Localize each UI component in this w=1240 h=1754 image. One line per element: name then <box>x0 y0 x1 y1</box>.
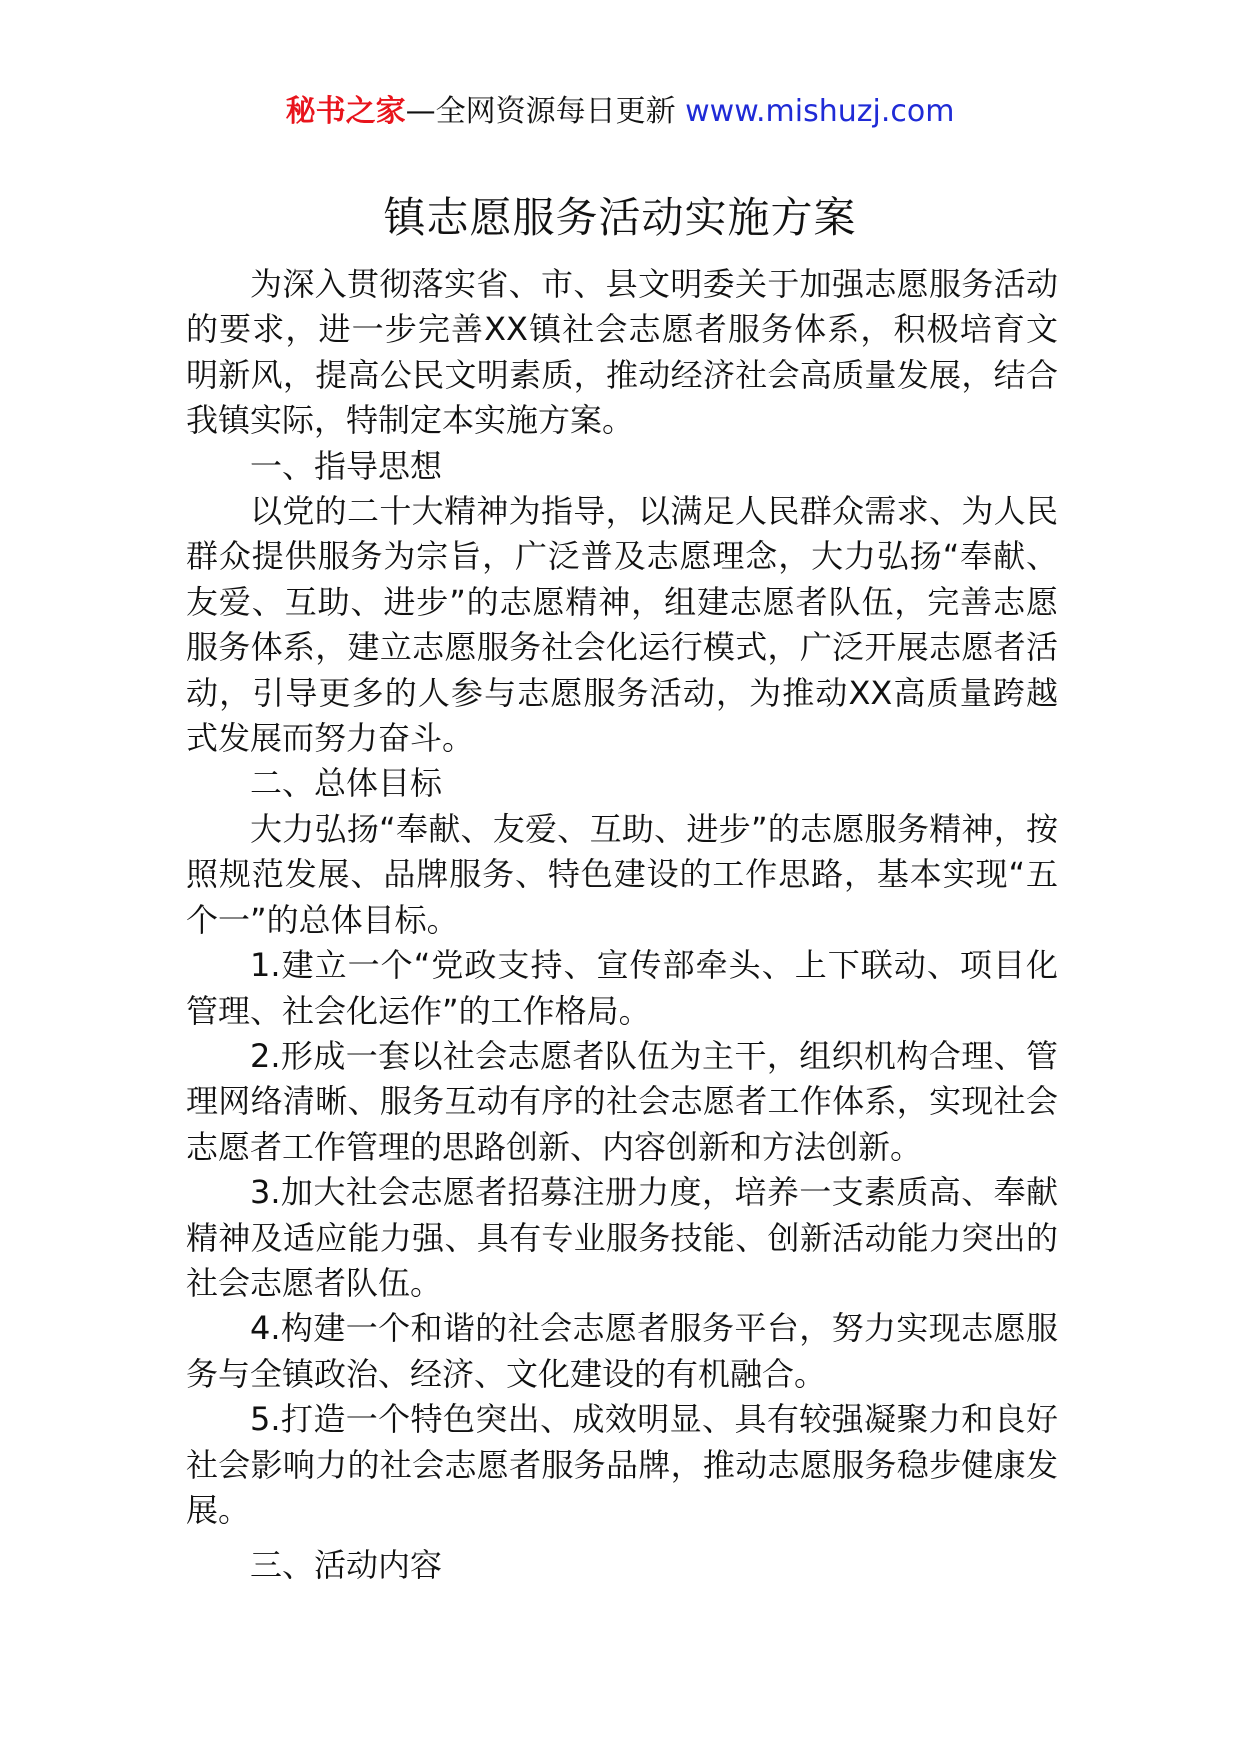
goal-item: 1.建立一个“党政支持、宣传部牵头、上下联动、项目化管理、社会化运作”的工作格局。 <box>186 946 1058 1030</box>
section-heading-overall-goals: 二、总体目标 <box>250 764 443 803</box>
document-body <box>186 262 1058 1589</box>
goal-item: 5.打造一个特色突出、成效明显、具有较强凝聚力和良好社会影响力的社会志愿者服务品牌，推动志愿服务稳步健康发展。 <box>186 1400 1058 1529</box>
section-heading-activity-content: 三、活动内容 <box>250 1546 443 1585</box>
goal-item: 4.构建一个和谐的社会志愿者服务平台，努力实现志愿服务与全镇政治、经济、文化建设的有机融合。 <box>186 1309 1058 1393</box>
section-heading-guiding-ideology: 一、指导思想 <box>250 446 443 485</box>
intro-paragraph: 为深入贯彻落实省、市、县文明委关于加强志愿服务活动的要求，进一步完善XX镇社会志愿者服务体系，积极培育文明新风，提高公民文明素质，推动经济社会高质量发展，结合我镇实际，特制定本实施方案。 <box>186 265 1058 440</box>
site-brand: 秘书之家 <box>285 94 406 129</box>
site-header <box>0 92 1240 132</box>
goal-item: 3.加大社会志愿者招募注册力度，培养一支素质高、奉献精神及适应能力强、具有专业服务技能、创新活动能力突出的社会志愿者队伍。 <box>186 1173 1058 1302</box>
site-url-link[interactable]: www.mishuzj.com <box>685 94 955 129</box>
document-title: 镇志愿服务活动实施方案 <box>383 193 857 242</box>
site-slogan: —全网资源每日更新 <box>405 94 676 129</box>
section-body-guiding-ideology: 以党的二十大精神为指导，以满足人民群众需求、为人民群众提供服务为宗旨，广泛普及志愿理念，大力弘扬“奉献、友爱、互助、进步”的志愿精神，组建志愿者队伍，完善志愿服务体系，建立志愿服务社会化运行模式，广泛开展志愿者活动，引导更多的人参与志愿服务活动，为推动XX高质量跨越式发展而努力奋斗。 <box>186 492 1058 758</box>
goal-item: 2.形成一套以社会志愿者队伍为主干，组织机构合理、管理网络清晰、服务互动有序的社会志愿者工作体系，实现社会志愿者工作管理的思路创新、内容创新和方法创新。 <box>186 1036 1058 1166</box>
section-body-overall-goals: 大力弘扬“奉献、友爱、互助、进步”的志愿服务精神，按照规范发展、品牌服务、特色建设的工作思路，基本实现“五个一”的总体目标。 <box>186 809 1058 939</box>
